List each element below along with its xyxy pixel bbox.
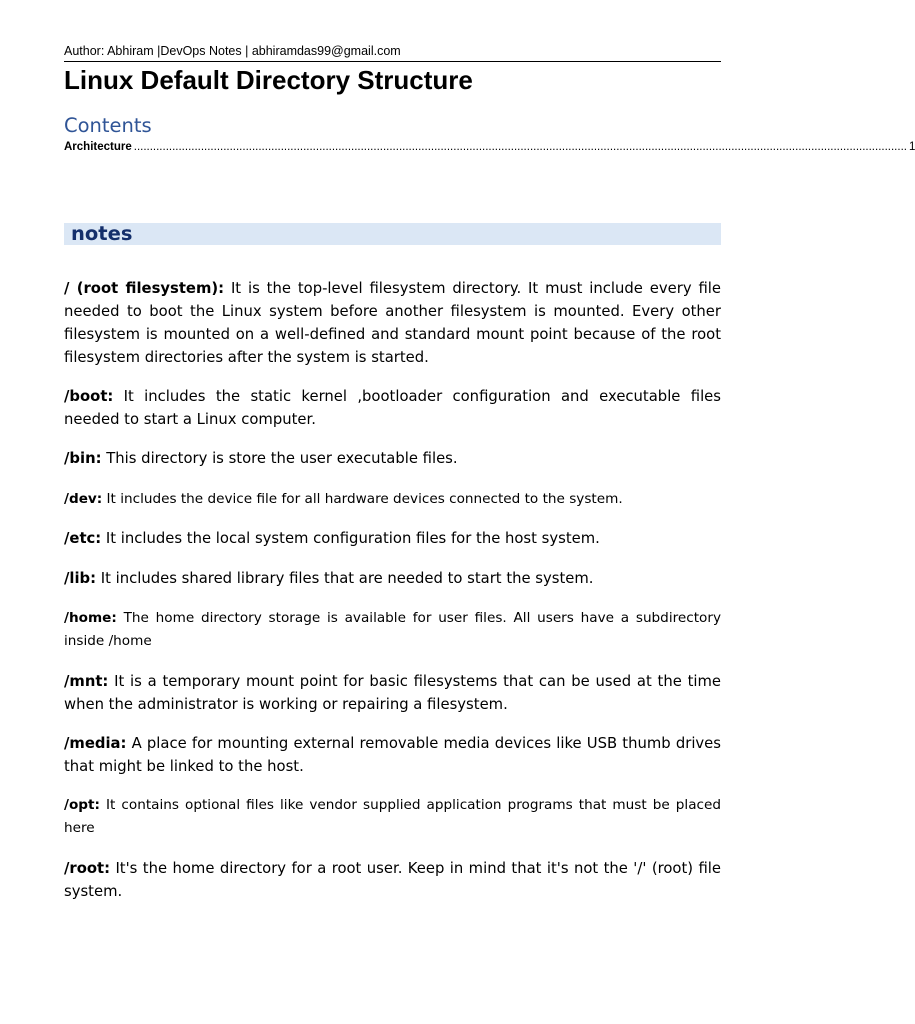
- entry-description: It is the top-level filesystem directory. It must include every file needed to boot the Linux system before another filesystem is mounted. Every other filesystem is mounted on a well-defined and standard mount point because of the root filesystem directories after the system is started.: [64, 280, 721, 366]
- toc-entry-label[interactable]: Architecture: [64, 141, 132, 153]
- entry-description: It's the home directory for a root user. Keep in mind that it's not the '/' (root) file system.: [64, 860, 721, 900]
- header-text: Author: Abhiram |DevOps Notes | abhiramdas99@gmail.com: [64, 44, 401, 58]
- document-title: Linux Default Directory Structure: [64, 65, 473, 95]
- entry-description: It includes the local system configuration files for the host system.: [101, 530, 600, 547]
- entry-description: The home directory storage is available for user files. All users have a subdirectory inside /home: [64, 610, 721, 649]
- entry-term: /dev:: [64, 491, 103, 507]
- entry-term: /mnt:: [64, 673, 109, 690]
- toc-entry-page-number: 1: [908, 141, 915, 153]
- entry-term: /home:: [64, 610, 117, 626]
- entry-root-home: [64, 857, 721, 903]
- entry-description: This directory is store the user executable files.: [101, 450, 458, 467]
- entry-term: /lib:: [64, 570, 97, 587]
- notes-heading: notes: [71, 222, 133, 245]
- entry-term: /opt:: [64, 797, 100, 813]
- entry-lib: [64, 567, 721, 590]
- toc-entry-leader: ..................................................................................................................................................................................................................................................: [133, 141, 907, 153]
- entry-opt: [64, 794, 721, 840]
- page-header: [64, 43, 721, 62]
- entry-home: [64, 607, 721, 653]
- toc-entry-architecture[interactable]: [64, 139, 915, 155]
- notes-heading-bar: [64, 223, 721, 245]
- entry-boot: [64, 385, 721, 431]
- entry-term: /media:: [64, 735, 127, 752]
- entry-term: /bin:: [64, 450, 102, 467]
- entry-description: A place for mounting external removable media devices like USB thumb drives that might be linked to the host.: [64, 735, 721, 775]
- entry-description: It includes the static kernel ,bootloader configuration and executable files needed to start a Linux computer.: [64, 388, 721, 428]
- entry-etc: [64, 527, 721, 550]
- entry-description: It is a temporary mount point for basic filesystems that can be used at the time when the administrator is working or repairing a filesystem.: [64, 673, 721, 713]
- entry-term: / (root filesystem):: [64, 280, 225, 297]
- entry-bin: [64, 447, 721, 470]
- entry-term: /root:: [64, 860, 111, 877]
- contents-heading: Contents: [64, 114, 152, 137]
- entry-media: [64, 732, 721, 778]
- entry-description: It includes the device file for all hardware devices connected to the system.: [102, 491, 623, 507]
- entry-mnt: [64, 670, 721, 716]
- entry-description: It includes shared library files that are needed to start the system.: [96, 570, 594, 587]
- entry-dev: [64, 488, 721, 511]
- entry-description: It contains optional files like vendor supplied application programs that must be placed here: [64, 797, 721, 836]
- entry-root-filesystem: [64, 277, 721, 369]
- entry-term: /etc:: [64, 530, 102, 547]
- entry-term: /boot:: [64, 388, 114, 405]
